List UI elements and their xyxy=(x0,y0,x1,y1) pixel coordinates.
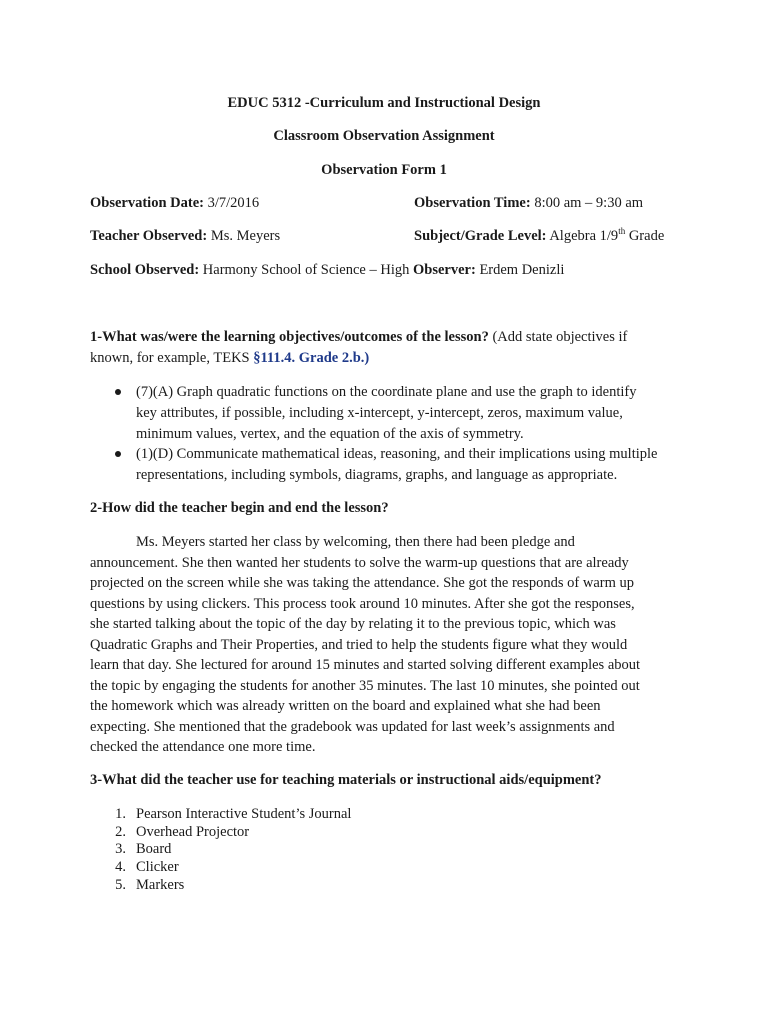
list-item-text: Board xyxy=(136,841,172,857)
bullet-dot-icon xyxy=(115,389,121,395)
teacher-value: Ms. Meyers xyxy=(210,228,281,244)
q2-answer-line: announcement. She then wanted her students to solve the warm-up questions that are already xyxy=(90,555,629,571)
q2-answer-line: projected on the screen while she was taking the attendance. She got the responds of warm up xyxy=(90,575,634,591)
q2-answer-line: the topic by engaging the students for another 35 minutes. The last 10 minutes, she pointed out xyxy=(90,678,640,694)
q1-line-1 xyxy=(90,328,627,346)
bullet-2-line-2: representations, including symbols, diagrams, graphs, and language as appropriate. xyxy=(136,467,618,483)
subject-grade xyxy=(414,227,664,245)
list-item-number: 5. xyxy=(115,877,126,893)
bullet-1-line-2: key attributes, if possible, including x-intercept, y-intercept, zeros, maximum value, xyxy=(136,405,623,421)
observer-value: Erdem Denizli xyxy=(479,262,565,278)
school-label: School Observed: xyxy=(90,262,200,278)
q3-question: 3-What did the teacher use for teaching materials or instructional aids/equipment? xyxy=(90,772,602,788)
q2-answer-line: the homework which was already written on the board and explained what she had been xyxy=(90,698,601,714)
observer-label: Observer: xyxy=(413,262,476,278)
q2-answer-line: expecting. She mentioned that the gradebook was updated for last week’s assignments and xyxy=(90,719,615,735)
q2-answer-line: she started talking about the topic of the day by relating it to the previous topic, which was xyxy=(90,616,616,632)
bullet-2-line-1: (1)(D) Communicate mathematical ideas, reasoning, and their implications using multiple xyxy=(136,446,658,462)
time-label: Observation Time: xyxy=(414,195,531,211)
observation-time xyxy=(414,194,643,212)
assignment-title: Classroom Observation Assignment xyxy=(273,128,495,144)
q2-question: 2-How did the teacher begin and end the lesson? xyxy=(90,500,389,516)
subject-value-sup: th xyxy=(618,226,626,237)
teacher-observed xyxy=(90,227,280,245)
school-value: Harmony School of Science – High xyxy=(202,262,410,278)
observation-date xyxy=(90,194,259,212)
q1-line-2 xyxy=(90,349,369,367)
q2-answer-line: questions by using clickers. This process took around 10 minutes. After she got the responses, xyxy=(90,596,635,612)
time-value: 8:00 am – 9:30 am xyxy=(534,195,644,211)
bullet-dot-icon xyxy=(115,451,121,457)
subject-value xyxy=(549,228,664,244)
q1-question: 1-What was/were the learning objectives/outcomes of the lesson? xyxy=(90,329,489,345)
list-item-text: Clicker xyxy=(136,859,179,875)
date-value: 3/7/2016 xyxy=(207,195,260,211)
q2-answer-line: Ms. Meyers started her class by welcoming, then there had been pledge and xyxy=(136,534,575,550)
form-title: Observation Form 1 xyxy=(321,162,447,178)
q2-answer-line: checked the attendance one more time. xyxy=(90,739,316,755)
bullet-1-line-3: minimum values, vertex, and the equation of the axis of symmetry. xyxy=(136,426,524,442)
list-item-text: Markers xyxy=(136,877,185,893)
date-label: Observation Date: xyxy=(90,195,204,211)
bullet-1-line-1: (7)(A) Graph quadratic functions on the coordinate plane and use the graph to identify xyxy=(136,384,637,400)
q1-hint-1: (Add state objectives if xyxy=(492,329,628,345)
subject-value-post: Grade xyxy=(625,228,665,244)
subject-label: Subject/Grade Level: xyxy=(414,228,547,244)
q2-answer-line: learn that day. She lectured for around 15 minutes and started solving different examples about xyxy=(90,657,641,673)
subject-value-main: Algebra 1/9 xyxy=(549,228,619,244)
q1-hint-2: known, for example, TEKS xyxy=(90,350,250,366)
list-item-number: 2. xyxy=(115,824,126,840)
teks-reference: §111.4. Grade 2.b.) xyxy=(253,350,370,366)
list-item-text: Overhead Projector xyxy=(136,824,250,840)
list-item-number: 1. xyxy=(115,806,126,822)
school-observed xyxy=(90,261,564,279)
q2-answer-line: Quadratic Graphs and Their Properties, and tried to help the students figure what they would xyxy=(90,637,628,653)
list-item-number: 3. xyxy=(115,841,126,857)
teacher-label: Teacher Observed: xyxy=(90,228,208,244)
list-item-number: 4. xyxy=(115,859,126,875)
course-title: EDUC 5312 -Curriculum and Instructional Design xyxy=(227,95,541,111)
list-item-text: Pearson Interactive Student’s Journal xyxy=(136,806,352,822)
